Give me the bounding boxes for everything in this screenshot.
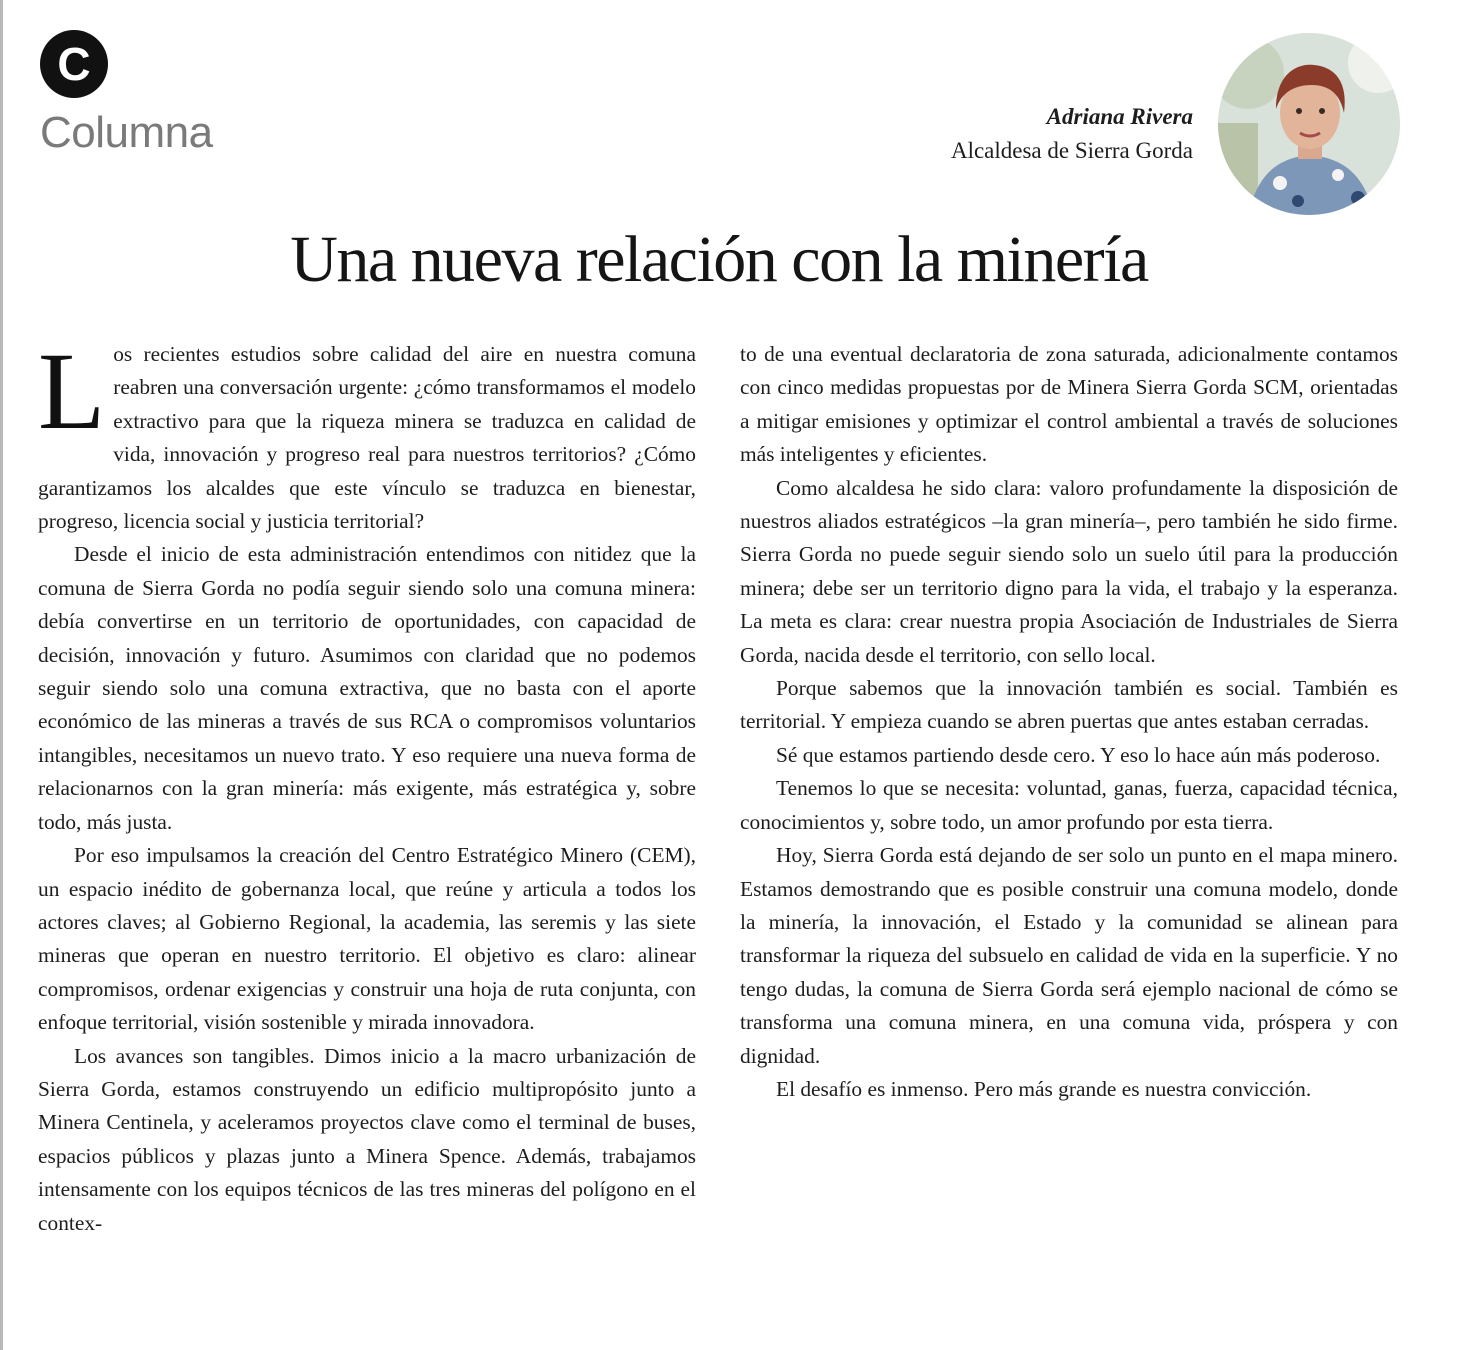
byline	[951, 100, 1193, 168]
paragraph: Por eso impulsamos la creación del Centro Estratégico Minero (CEM), un espacio inédito de gobernanza local, que reúne y articula a todos los actores claves; al Gobierno Regional, la academia, las seremis y las siete mineras que operan en nuestro territorio. El objetivo es claro: alinear compromisos, ordenar exigencias y construir una hoja de ruta conjunta, con enfoque territorial, visión sostenible y mirada innovadora.	[38, 843, 696, 1035]
paragraph: Los recientes estudios sobre calidad del aire en nuestra comuna reabren una conversación urgente: ¿cómo transformamos el modelo extractivo para que la riqueza minera se traduzca en calidad de vida, innovación y progreso real para nuestros territorios? ¿Cómo garantizamos los alcaldes que este vínculo se traduzca en bienestar, progreso, licencia social y justicia territorial?	[38, 330, 696, 534]
paragraph: Porque sabemos que la innovación también es social. También es territorial. Y empieza cuando se abren puertas que antes estaban cerradas.	[740, 676, 1398, 734]
paragraph: to de una eventual declaratoria de zona saturada, adicionalmente contamos con cinco medidas propuestas por de Minera Sierra Gorda SCM, orientadas a mitigar emisiones y optimizar el control ambiental a través de soluciones más inteligentes y eficientes.	[740, 342, 1398, 467]
paragraph: Hoy, Sierra Gorda está dejando de ser solo un punto en el mapa minero. Estamos demostrando que es posible construir una comuna modelo, donde la minería, la innovación, el Estado y la comunidad se alinean para transformar la riqueza del subsuelo en calidad de vida en la superficie. Y no tengo dudas, la comuna de Sierra Gorda será ejemplo nacional de cómo se transforma una comuna minera, en una comuna vida, próspera y con dignidad.	[740, 843, 1398, 1068]
section-label: Columna	[40, 108, 213, 157]
paragraph: Los avances son tangibles. Dimos inicio a la macro urbanización de Sierra Gorda, estamos construyendo un edificio multipropósito junto a Minera Centinela, y aceleramos proyectos clave como el terminal de buses, espacios públicos y plazas junto a Minera Spence. Además, trabajamos intensamente con los equipos técnicos de las tres mineras del polígono en el contex-	[38, 1043, 696, 1235]
author-photo	[1218, 33, 1400, 215]
drop-cap: L	[38, 330, 106, 452]
headline: Una nueva relación con la minería	[290, 223, 1148, 296]
paragraph: Tenemos lo que se necesita: voluntad, ganas, fuerza, capacidad técnica, conocimientos y, sobre todo, un amor profundo por esta tierra.	[740, 776, 1398, 834]
article-column-right	[740, 338, 1398, 1106]
paragraph: Como alcaldesa he sido clara: valoro profundamente la disposición de nuestros aliados estratégicos –la gran minería–, pero también he sido firme. Sierra Gorda no puede seguir siendo solo un suelo útil para la producción minera; debe ser un territorio digno para la vida, el trabajo y la esperanza. La meta es clara: crear nuestra propia Asociación de Industriales de Sierra Gorda, nacida desde el territorio, con sello local.	[740, 475, 1398, 667]
paragraph: Desde el inicio de esta administración entendimos con nitidez que la comuna de Sierra Gorda no podía seguir siendo solo una comuna minera: debía convertirse en un territorio de oportunidades, con capacidad de decisión, innovación y futuro. Asumimos con claridad que no podemos seguir siendo solo una comuna extractiva, que no basta con el aporte económico de las mineras a través de sus RCA o compromisos voluntarios intangibles, necesitamos un nuevo trato. Y eso requiere una nueva forma de relacionarnos con la gran minería: más exigente, más estratégica y, sobre todo, más justa.	[38, 542, 696, 834]
paragraph: El desafío es inmenso. Pero más grande es nuestra convicción.	[776, 1076, 1312, 1101]
paragraph: Sé que estamos partiendo desde cero. Y eso lo hace aún más poderoso.	[776, 742, 1381, 767]
section-badge: C	[40, 30, 108, 98]
author-role: Alcaldesa de Sierra Gorda	[950, 138, 1193, 163]
page-edge-divider	[0, 0, 3, 1350]
article-column-left	[38, 330, 696, 1240]
author-name: Adriana Rivera	[1046, 104, 1193, 129]
